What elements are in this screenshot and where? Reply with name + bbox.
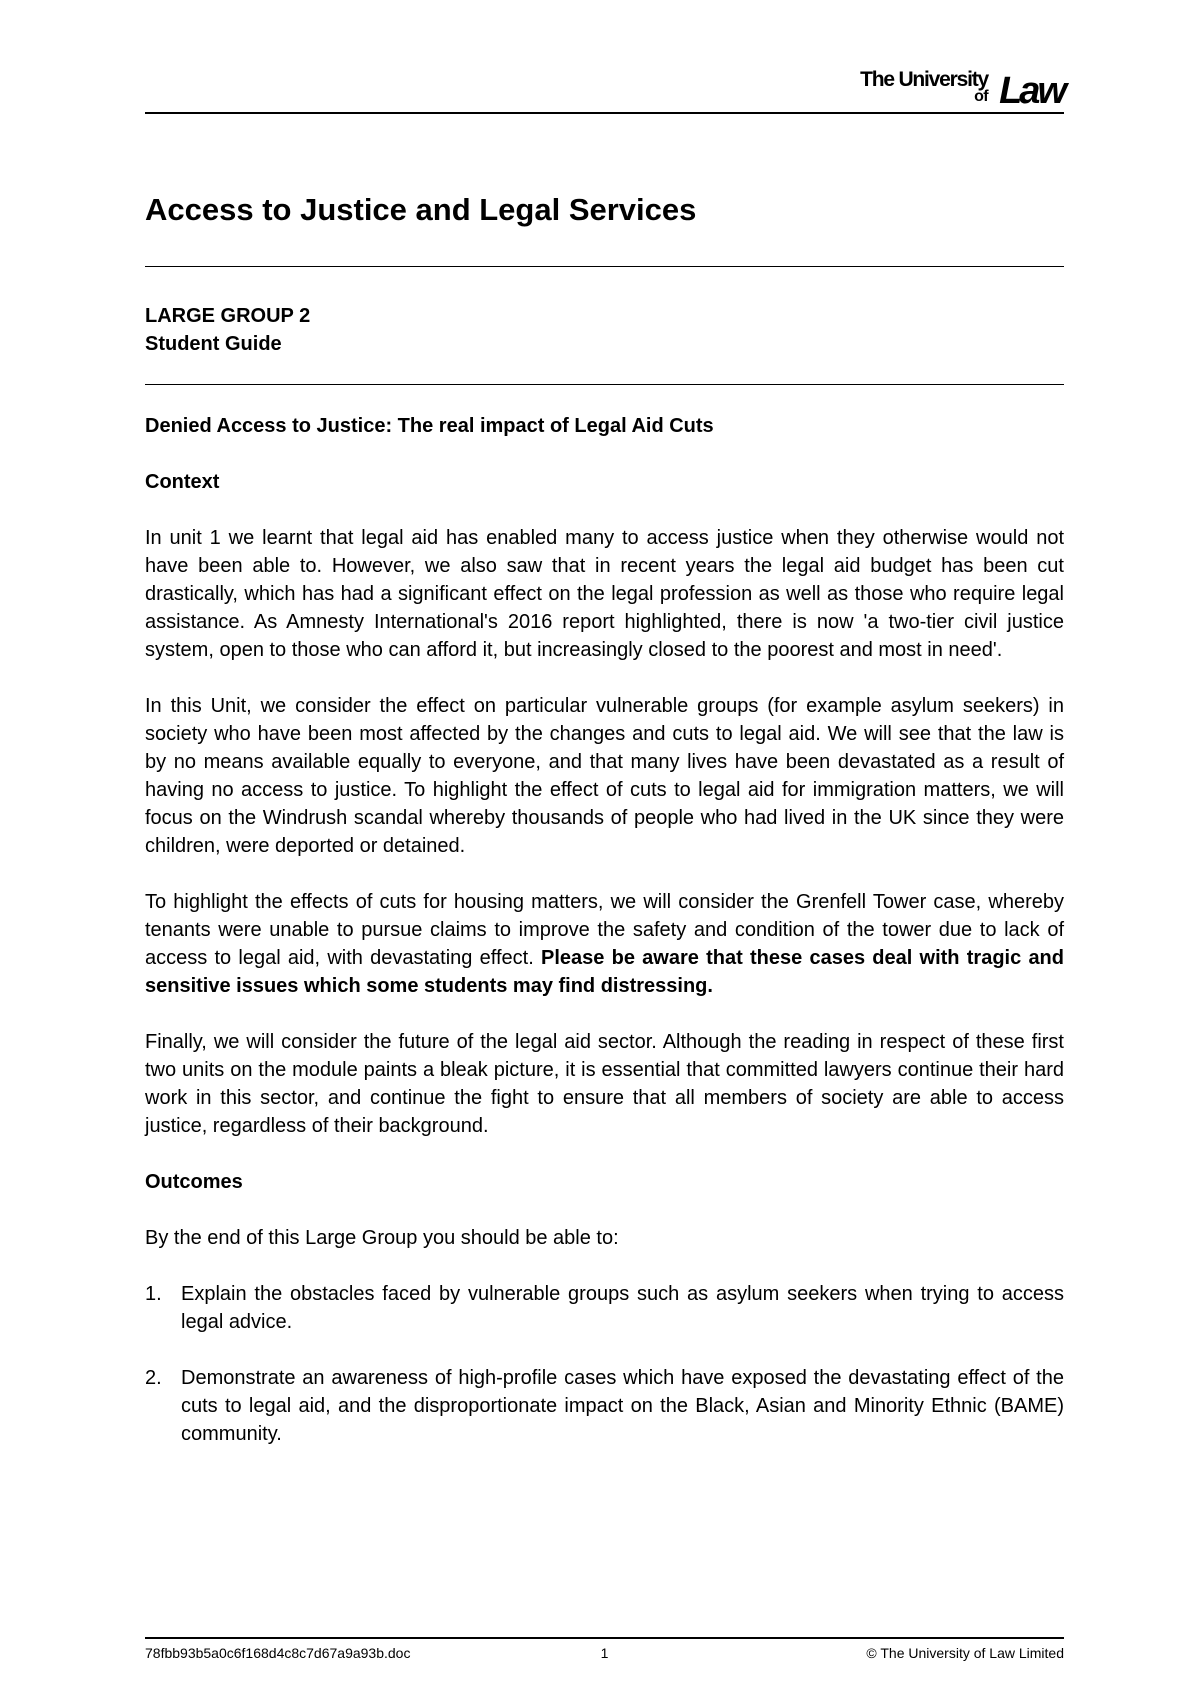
title-rule	[145, 266, 1064, 267]
list-item-number: 2.	[145, 1367, 162, 1389]
document-body	[145, 412, 1064, 1476]
logo-line3: Law	[999, 70, 1064, 112]
paragraph-2: In this Unit, we consider the effect on particular vulnerable groups (for example asylum seekers) in society who have been most affected by the changes and cuts to legal aid. We will see that the law is by no means available equally to everyone, and that many lives have been devastated as a result of having no access to justice. To highlight the effect of cuts to legal aid for immigration matters, we will focus on the Windrush scandal whereby thousands of people who had lived in the UK since they were children, were deported or detained.	[145, 695, 1064, 857]
university-logo	[860, 66, 1064, 112]
context-heading: Context	[145, 471, 220, 493]
paragraph-3	[145, 888, 1064, 1000]
header-rule	[145, 112, 1064, 114]
document-title: Access to Justice and Legal Services	[145, 192, 697, 227]
logo-line2: of	[974, 88, 988, 105]
footer-rule	[145, 1637, 1064, 1639]
footer-page-number: 1	[600, 1645, 609, 1661]
outcomes-list	[145, 1280, 1064, 1448]
paragraph-3-text: To highlight the effects of cuts for housing matters, we will consider the Grenfell Tower case, whereby tenants were unable to pursue claims to improve the safety and condition of the tower due to lack of access to legal aid, with devastating effect.	[145, 891, 1064, 969]
outcomes-heading: Outcomes	[145, 1171, 243, 1193]
outcomes-intro: By the end of this Large Group you should be able to:	[145, 1227, 619, 1249]
student-guide-label: Student Guide	[145, 333, 282, 355]
distress-warning: Please be aware that these cases deal with tragic and sensitive issues which some students may find distressing.	[145, 947, 1064, 997]
paragraph-4: Finally, we will consider the future of the legal aid sector. Although the reading in respect of these first two units on the module paints a bleak picture, it is essential that committed lawyers continue their hard work in this sector, and continue the fight to ensure that all members of society are able to access justice, regardless of their background.	[145, 1031, 1064, 1137]
section-title: Denied Access to Justice: The real impact of Legal Aid Cuts	[145, 415, 714, 437]
list-item	[145, 1364, 1064, 1448]
list-item	[145, 1280, 1064, 1336]
subtitle-block	[145, 302, 310, 358]
list-item-text: Explain the obstacles faced by vulnerable groups such as asylum seekers when trying to access legal advice.	[181, 1283, 1064, 1333]
footer-copyright: © The University of Law Limited	[866, 1645, 1064, 1661]
subtitle-rule	[145, 384, 1064, 385]
list-item-text: Demonstrate an awareness of high-profile cases which have exposed the devastating effect of the cuts to legal aid, and the disproportionate impact on the Black, Asian and Minority Ethnic (BAME) community.	[181, 1367, 1064, 1445]
logo-line1: The University	[860, 68, 988, 91]
large-group-label: LARGE GROUP 2	[145, 305, 311, 327]
list-item-number: 1.	[145, 1283, 162, 1305]
paragraph-1: In unit 1 we learnt that legal aid has enabled many to access justice when they otherwise would not have been able to. However, we also saw that in recent years the legal aid budget has been cut drastically, which has had a significant effect on the legal profession as well as those who require legal assistance. As Amnesty International's 2016 report highlighted, there is now 'a two-tier civil justice system, open to those who can afford it, but increasingly closed to the poorest and most in need'.	[145, 527, 1064, 661]
footer-filename: 78fbb93b5a0c6f168d4c8c7d67a9a93b.doc	[145, 1645, 411, 1661]
page-footer	[145, 1645, 1064, 1665]
